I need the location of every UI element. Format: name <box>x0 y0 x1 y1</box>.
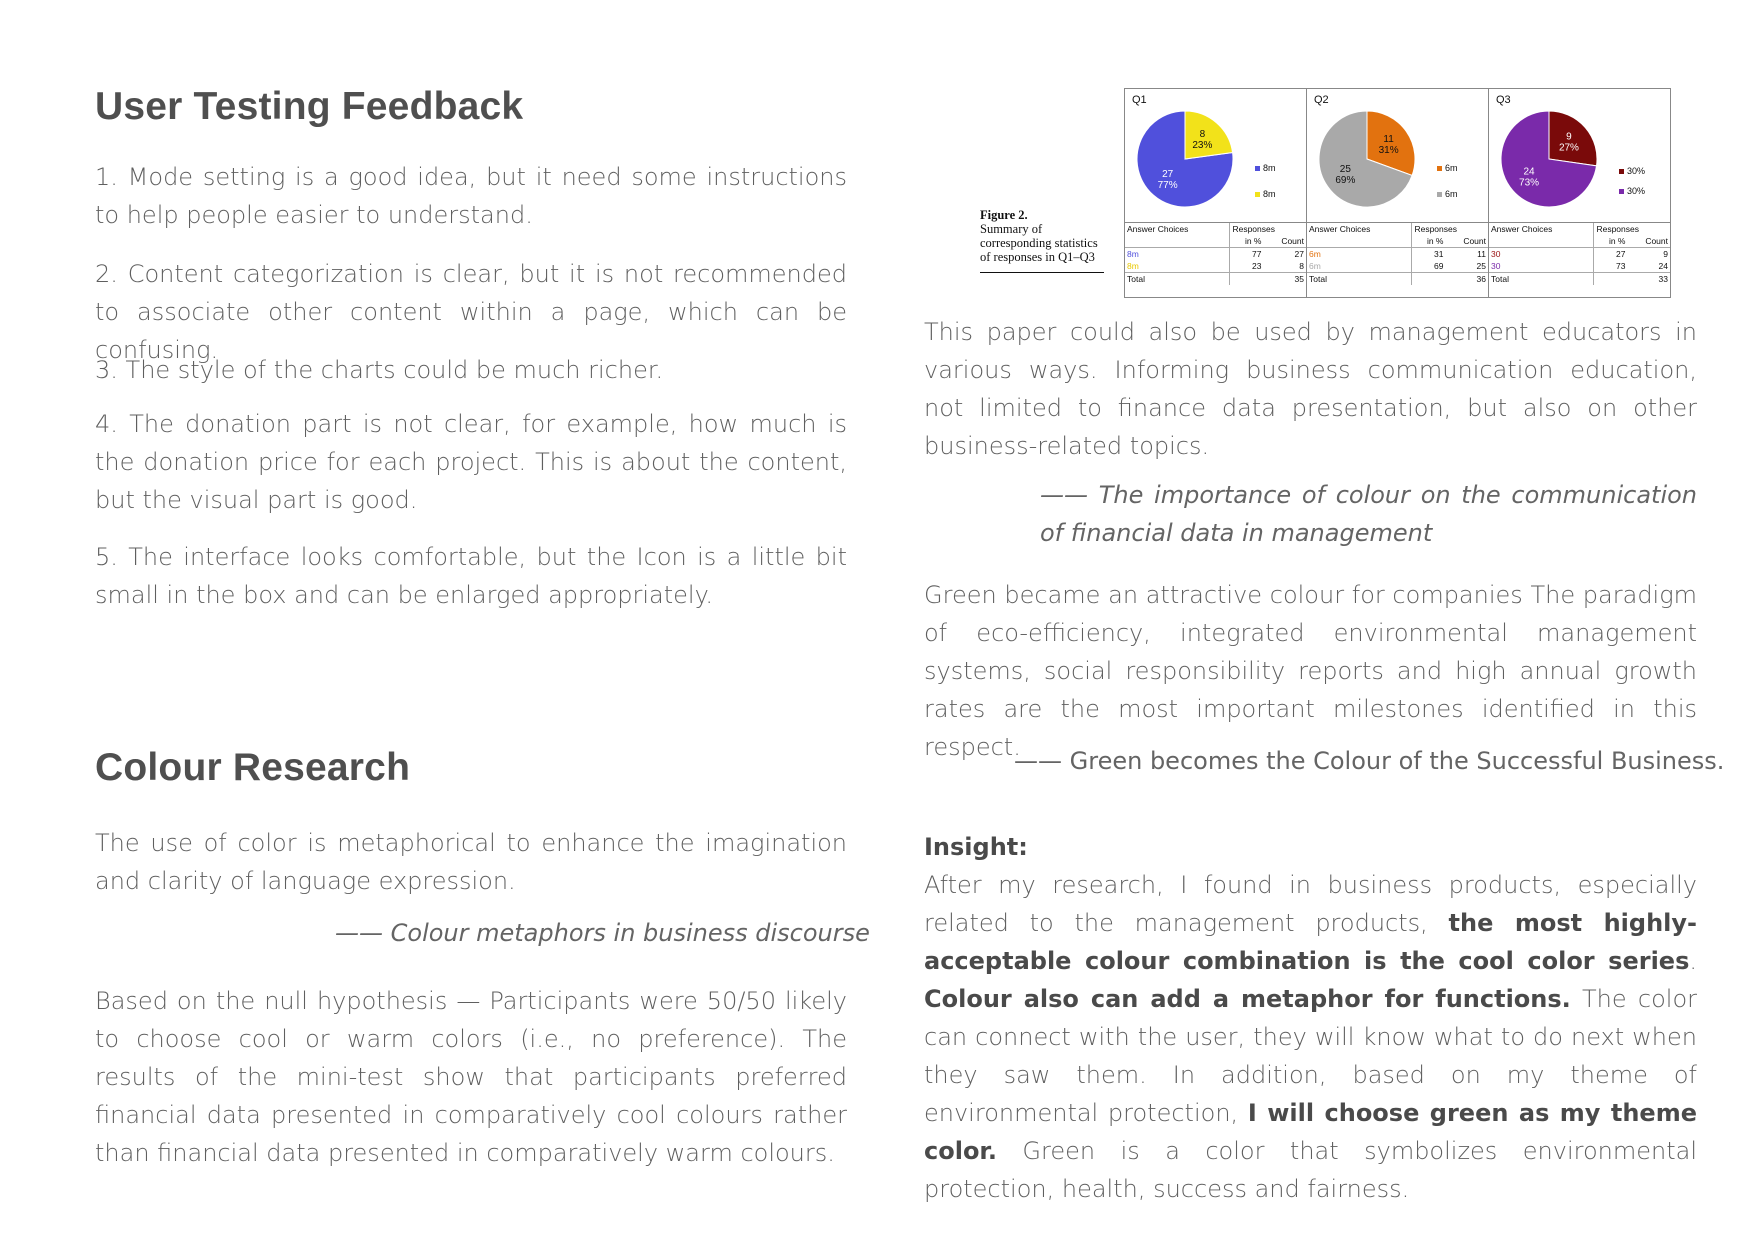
q1-pie-chart <box>1125 89 1306 222</box>
table-cell: 8m <box>1127 261 1139 271</box>
green-paragraph: Green became an attractive colour for companies The paradigm of eco-efficiency, integrated environmental management systems, social responsibility reports and high annual growth rates are the most important milestones identified in this respect. <box>924 581 1697 761</box>
pie-value-label: 8 <box>1199 129 1206 141</box>
feedback-item: 3. The style of the charts could be much richer. <box>95 356 664 384</box>
feedback-item: 2. Content categorization is clear, but it is not recommended to associate other content within a page, which can be confusing. <box>95 260 847 364</box>
table-header: Responses <box>1412 223 1488 235</box>
table-header: Answer Choices <box>1127 224 1189 234</box>
pie-percent-label: 27% <box>1558 142 1579 154</box>
legend-label: 6m <box>1445 163 1458 173</box>
insight-text: Green is a color that symbolizes environmental protection, health, success and fairness. <box>924 1137 1697 1203</box>
q3-panel <box>1488 88 1671 298</box>
legend-swatch <box>1619 169 1624 174</box>
figure-caption-text: Summary of corresponding statistics of responses in Q1–Q3 <box>980 222 1098 264</box>
table-cell: 33 <box>1627 273 1670 286</box>
table-cell: 30 <box>1489 248 1594 261</box>
table-row <box>1307 260 1488 273</box>
insight-text: The color can connect with the user, they will know what to do next when they saw them. In addition, based on my theme of environmental protection, <box>924 985 1697 1127</box>
table-header: Responses <box>1230 223 1306 235</box>
pie-percent-label: 69% <box>1335 175 1356 187</box>
pie-value-label: 24 <box>1523 166 1535 178</box>
q3-table <box>1489 223 1670 285</box>
table-row <box>1307 248 1488 261</box>
table-cell: 8 <box>1299 261 1304 271</box>
insight-emphasis: Colour also can add a metaphor for functions. <box>924 985 1571 1013</box>
table-row <box>1125 248 1306 261</box>
table-cell: Total <box>1125 273 1230 286</box>
insight-label: Insight: <box>924 833 1028 861</box>
pie-value-label: 11 <box>1383 133 1394 145</box>
insight-emphasis: the most highly-acceptable colour combination is the cool color series <box>924 909 1697 975</box>
feedback-item: 1. Mode setting is a good idea, but it need some instructions to help people easier to understand. <box>95 163 847 229</box>
pie-percent-label: 73% <box>1519 177 1540 189</box>
q2-table <box>1307 223 1488 285</box>
pie-value-label: 25 <box>1339 164 1351 176</box>
legend-label: 6m <box>1445 189 1458 199</box>
table-cell: Total <box>1307 273 1412 286</box>
pie-value-label: 27 <box>1162 168 1174 180</box>
table-row <box>1489 260 1670 273</box>
colour-metaphor-paragraph: The use of color is metaphorical to enhance the imagination and clarity of language expression. <box>95 829 847 895</box>
q1-pie-area <box>1125 89 1306 223</box>
q1-panel <box>1124 88 1307 298</box>
table-cell: 77 <box>1230 248 1264 261</box>
green-citation: —— Green becomes the Colour of the Successful Business. <box>1014 747 1725 775</box>
table-cell: 31 <box>1412 248 1446 261</box>
table-cell: 8m <box>1125 248 1230 261</box>
table-header: Count <box>1645 236 1668 246</box>
table-row <box>1489 273 1670 286</box>
figure-caption <box>980 208 1104 273</box>
table-cell: 9 <box>1627 248 1670 261</box>
legend-swatch <box>1437 166 1442 171</box>
table-cell: 24 <box>1658 261 1668 271</box>
figure-caption-title: Figure 2. <box>980 208 1028 222</box>
table-cell: 25 <box>1476 261 1486 271</box>
insight-paragraph <box>924 866 1697 1208</box>
table-header: Responses <box>1594 223 1670 235</box>
table-cell: 23 <box>1230 260 1264 273</box>
table-header: in % <box>1412 235 1446 248</box>
q2-pie-chart <box>1307 89 1488 222</box>
insight-text: After my research, I found in business products, especially related to the management products, <box>924 871 1697 937</box>
table-cell: 35 <box>1263 273 1306 286</box>
q2-pie-area <box>1307 89 1488 223</box>
legend-label: 8m <box>1263 163 1276 173</box>
insight-text: . <box>1689 947 1697 975</box>
feedback-item: 4. The donation part is not clear, for example, how much is the donation price for each project. This is about the content, but the visual part is good. <box>95 410 847 514</box>
table-cell: 6m <box>1309 261 1321 271</box>
table-cell: 73 <box>1594 260 1628 273</box>
table-header: in % <box>1594 235 1628 248</box>
legend-swatch <box>1619 189 1624 194</box>
pie-slice <box>1185 111 1233 159</box>
section-heading-colour-research: Colour Research <box>95 746 411 789</box>
q1-label: Q1 <box>1132 94 1147 106</box>
legend-label: 30% <box>1627 166 1646 176</box>
table-cell: 11 <box>1445 248 1488 261</box>
legend-swatch <box>1255 192 1260 197</box>
table-row <box>1125 273 1306 286</box>
table-header: Count <box>1281 236 1304 246</box>
table-header: in % <box>1230 235 1264 248</box>
paper-citation: —— The importance of colour on the communication of financial data in management <box>1040 481 1697 547</box>
pie-percent-label: 31% <box>1378 144 1399 156</box>
table-header: Count <box>1463 236 1486 246</box>
legend-label: 8m <box>1263 189 1276 199</box>
q2-panel <box>1306 88 1489 298</box>
q3-pie-area <box>1489 89 1670 223</box>
insight-emphasis: I will choose green as my theme color. <box>924 1099 1697 1165</box>
table-cell: 6m <box>1307 248 1412 261</box>
pie-percent-label: 23% <box>1192 140 1213 152</box>
pie-value-label: 9 <box>1566 131 1572 143</box>
table-cell: Total <box>1489 273 1594 286</box>
q3-pie-chart <box>1489 89 1670 222</box>
table-row <box>1489 248 1670 261</box>
paper-paragraph: This paper could also be used by management educators in various ways. Informing business communication education, not limited to finance data presentation, but also on other business-related topics. <box>924 318 1697 460</box>
table-header: Answer Choices <box>1491 224 1553 234</box>
table-cell: 69 <box>1412 260 1446 273</box>
pie-percent-label: 77% <box>1157 179 1178 191</box>
table-cell: 36 <box>1445 273 1488 286</box>
table-cell: 27 <box>1263 248 1306 261</box>
table-row <box>1307 273 1488 286</box>
table-cell: 30 <box>1491 261 1501 271</box>
legend-swatch <box>1437 192 1442 197</box>
table-row <box>1125 260 1306 273</box>
pie-slice <box>1549 111 1597 166</box>
null-hypothesis-paragraph: Based on the null hypothesis — Participants were 50/50 likely to choose cool or warm colors (i.e., no preference). The results of the mini-test show that participants preferred financial data presented in comparatively cool colours rather than financial data presented in comparatively warm colours. <box>95 987 847 1167</box>
section-heading-user-testing: User Testing Feedback <box>95 85 524 128</box>
table-header: Answer Choices <box>1309 224 1371 234</box>
survey-results-figure <box>980 80 1680 295</box>
q3-label: Q3 <box>1496 94 1511 106</box>
feedback-item: 5. The interface looks comfortable, but the Icon is a little bit small in the box and can be enlarged appropriately. <box>95 543 847 609</box>
legend-swatch <box>1255 166 1260 171</box>
table-cell: 27 <box>1594 248 1628 261</box>
q1-table <box>1125 223 1306 285</box>
legend-label: 30% <box>1627 186 1646 196</box>
colour-metaphor-citation: —— Colour metaphors in business discourse <box>335 919 870 947</box>
q2-label: Q2 <box>1314 94 1329 106</box>
